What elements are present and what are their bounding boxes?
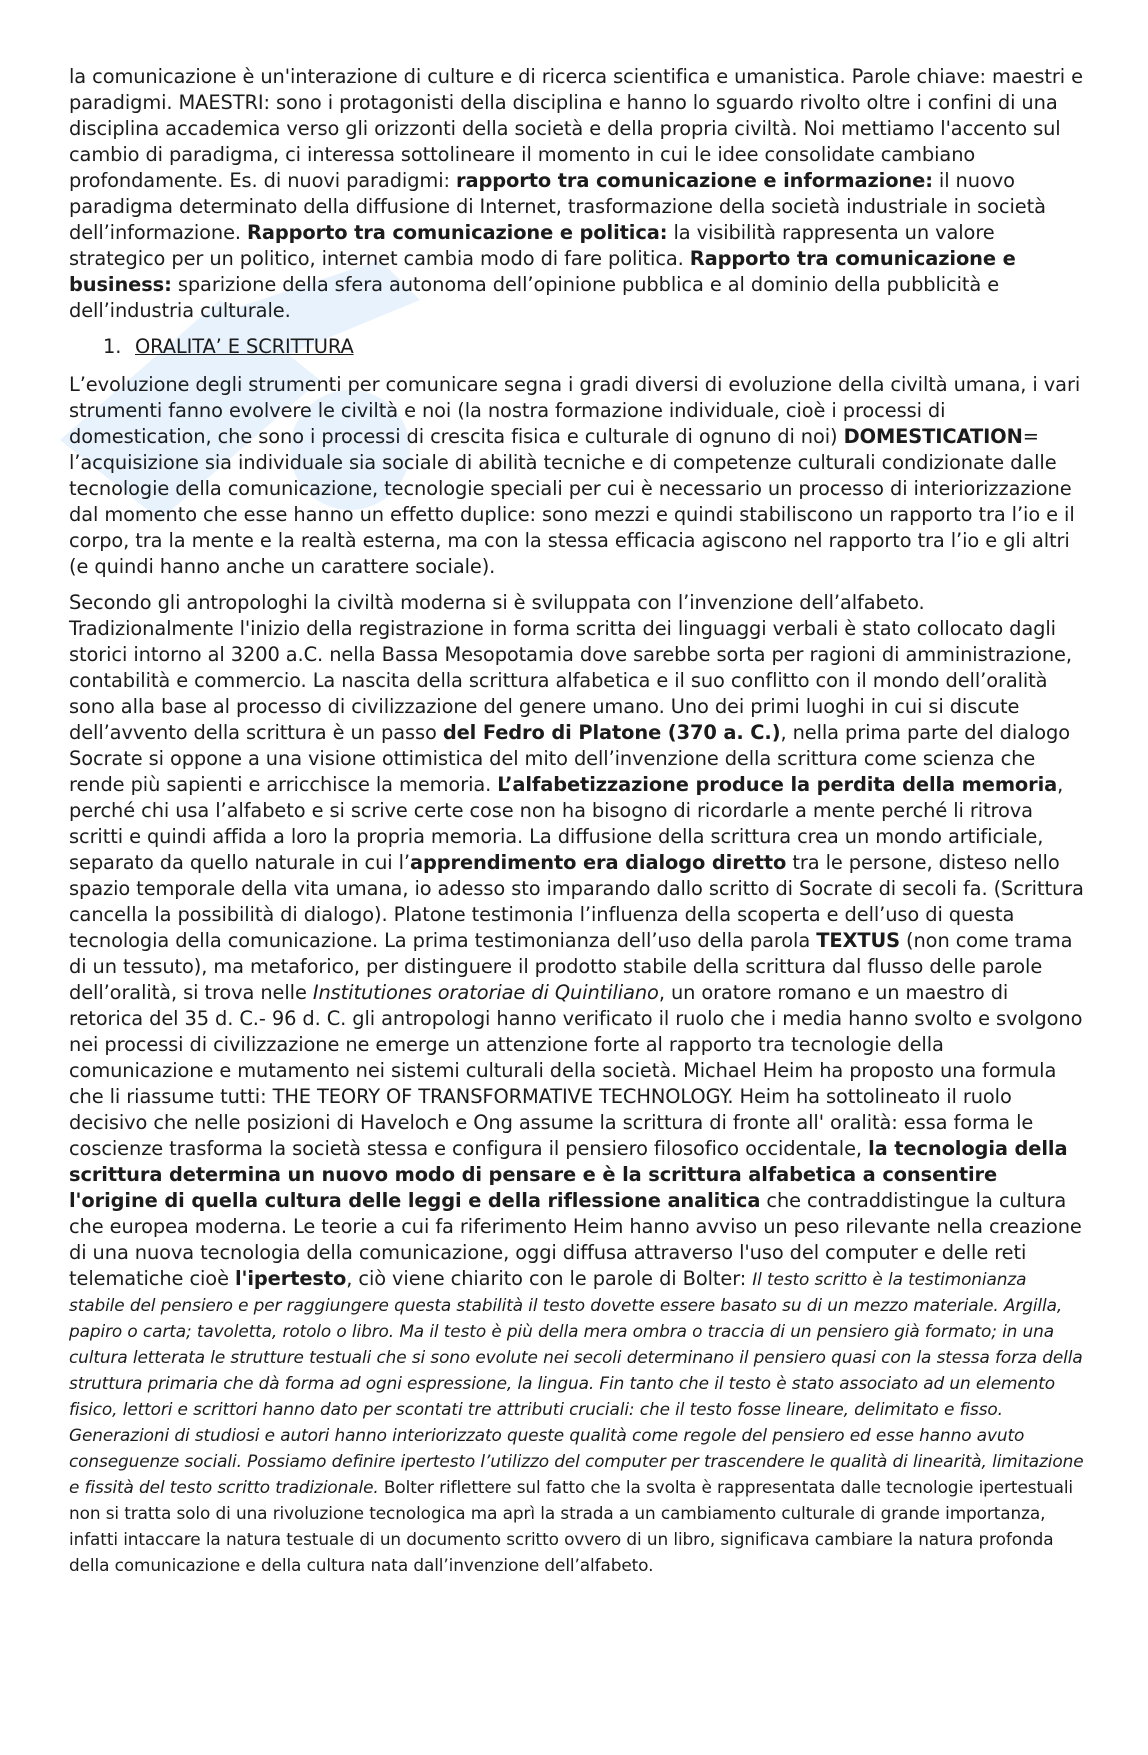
p1-text-2: = l’acquisizione sia individuale sia sociale di abilità tecniche e di competenze culturali condizionate dalle tecnologie della comunicazione, tecnologie speciali per cui è necessario un processo di interiorizzazione dal momento che esse hanno un effetto duplice: sono mezzi e quindi stabiliscono un rapporto tra l’io e il corpo, tra la mente e la realtà esterna, ma con la stessa efficacia agiscono nel rapporto tra l’io e gli altri (e quindi hanno anche un carattere sociale). xyxy=(69,425,1075,578)
p2-bold-2: L’alfabetizzazione produce la perdita della memoria xyxy=(497,773,1058,796)
intro-paragraph xyxy=(69,64,1084,324)
p2-text-9: Bolter riflettere sul fatto che la svolta è rappresentata dalle tecnologie ipertestuali non si tratta solo di una rivoluzione tecnologica ma aprì la strada a un cambiamento culturale di grande importanza, infatti intaccare la natura testuale di un documento scritto ovvero di un libro, significava cambiare la natura profonda della comunicazione e della cultura nata dall’invenzione dell’alfabeto. xyxy=(69,1477,1074,1575)
p2-text-1: Secondo gli antropologhi la civiltà moderna si è sviluppata con l’invenzione dell’alfabeto. Tradizionalmente l'inizio della registrazione in forma scritta dei linguaggi verbali è stato collocato dagli storici intorno al 3200 a.C. nella Bassa Mesopotamia dove sarebbe sorta per ragioni di amministrazione, contabilità e commercio. La nascita della scrittura alfabetica e il suo conflitto con il mondo dell’oralità sono alla base al processo di civilizzazione del genere umano. Uno dei primi luoghi in cui si discute dell’avvento della scrittura è un passo xyxy=(69,591,1072,744)
p2-text-2: , nella prima parte del dialogo Socrate si oppone a una visione ottimistica del mito dell’invenzione della scrittura come scienza che rende più sapienti e arricchisce la memoria. xyxy=(69,721,1070,796)
p1-text-1: L’evoluzione degli strumenti per comunicare segna i gradi diversi di evoluzione della civiltà umana, i vari strumenti fanno evolvere le civiltà e noi (la nostra formazione individuale, cioè i processi di domestication, che sono i processi di crescita fisica e culturale di ognuno di noi) xyxy=(69,373,1081,448)
p2-text-3: , perché chi usa l’alfabeto e si scrive certe cose non ha bisogno di ricordarle a mente perché li ritrova scritti e quindi affida a loro la propria memoria. La diffusione della scrittura crea un mondo artificiale, separato da quello naturale in cui l’ xyxy=(69,773,1064,874)
intro-text-1: la comunicazione è un'interazione di culture e di ricerca scientifica e umanistica. Parole chiave: maestri e paradigmi. MAESTRI: sono i protagonisti della disciplina e hanno lo sguardo rivolto oltre i confini di una disciplina accademica verso gli orizzonti della società e della propria civiltà. Noi mettiamo l'accento sul cambio di paradigma, ci interessa sottolineare il momento in cui le idee consolidate cambiano profondamente. Es. di nuovi paradigmi: xyxy=(69,65,1083,192)
intro-text-3: la visibilità rappresenta un valore strategico per un politico, internet cambia modo di fare politica. xyxy=(69,221,995,270)
p2-bold-5: la tecnologia della scrittura determina un nuovo modo di pensare e è la scrittura alfabetica a consentire l'origine di quella cultura delle leggi e della riflessione analitica xyxy=(69,1137,1068,1212)
document-page xyxy=(69,64,1084,1588)
p2-bold-6: l'ipertesto xyxy=(234,1267,347,1290)
p2-bold-1: del Fedro di Platone (370 a. C.) xyxy=(442,721,781,744)
p2-bold-4: TEXTUS xyxy=(816,929,900,952)
p2-italic-1: Institutiones oratoriae di Quintiliano xyxy=(312,981,659,1004)
p1-bold-1: DOMESTICATION xyxy=(843,425,1023,448)
paragraph-domestication xyxy=(69,372,1084,580)
p2-text-6: , un oratore romano e un maestro di retorica del 35 d. C.- 96 d. C. gli antropologi hanno verificato il ruolo che i media hanno svolto e svolgono nei processi di civilizzazione ne emerge un attenzione forte al rapporto tra tecnologie della comunicazione e mutamento nei sistemi culturali della società. Michael Heim ha proposto una formula che li riassume tutti: THE TEORY OF TRANSFORMATIVE TECHNOLOGY. Heim ha sottolineato il ruolo decisivo che nelle posizioni di Haveloch e Ong assume la scrittura di fronte all' oralità: essa forma le coscienze trasforma la società stessa e configura il pensiero filosofico occidentale, xyxy=(69,981,1083,1160)
section-heading xyxy=(69,334,1084,360)
intro-bold-3: Rapporto tra comunicazione e business: xyxy=(69,247,1016,296)
intro-text-2: il nuovo paradigma determinato della diffusione di Internet, trasformazione della società industriale in società dell’informazione. xyxy=(69,169,1046,244)
intro-bold-2: Rapporto tra comunicazione e politica: xyxy=(247,221,668,244)
section-number: 1. xyxy=(103,335,122,358)
bolter-quote: Il testo scritto è la testimonianza stabile del pensiero e per raggiungere questa stabilità il testo dovette essere basato su di un mezzo materiale. Argilla, papiro o carta; tavoletta, rotolo o libro. Ma il testo è più della mera ombra o traccia di un pensiero già formato; in una cultura letterata le strutture testuali che si sono evolute nei secoli determinano il pensiero quasi con la stessa forza della struttura primaria che dà forma ad ogni espressione, la lingua. Fin tanto che il testo è stato associato ad un elemento fisico, lettori e scrittori hanno dato per scontati tre attributi cruciali: che il testo fosse lineare, delimitato e fisso. Generazioni di studiosi e autori hanno interiorizzato queste qualità come regole del pensiero ed esse hanno avuto conseguenze sociali. Possiamo definire ipertesto l’utilizzo del computer per trascendere le qualità di linearità, limitazione e fissità del testo scritto tradizionale. xyxy=(69,1269,1084,1497)
paragraph-alfabeto xyxy=(69,590,1084,1578)
section-title: ORALITA’ E SCRITTURA xyxy=(135,335,354,358)
p2-bold-3: apprendimento era dialogo diretto xyxy=(410,851,787,874)
p2-text-8: , ciò viene chiarito con le parole di Bolter: xyxy=(346,1267,753,1290)
p2-text-7: che contraddistingue la cultura che europea moderna. Le teorie a cui fa riferimento Heim hanno avviso un peso rilevante nella creazione di una nuova tecnologia della comunicazione, oggi diffusa attraverso l'uso del computer e delle reti telematiche cioè xyxy=(69,1189,1082,1290)
intro-text-4: sparizione della sfera autonoma dell’opinione pubblica e al dominio della pubblicità e dell’industria culturale. xyxy=(69,273,1000,322)
p2-text-5: (non come trama di un tessuto), ma metaforico, per distinguere il prodotto stabile della scrittura dal flusso delle parole dell’oralità, si trova nelle xyxy=(69,929,1073,1004)
p2-text-4: tra le persone, disteso nello spazio temporale della vita umana, io adesso sto imparando dallo scritto di Socrate di secoli fa. (Scrittura cancella la possibilità di dialogo). Platone testimonia l’influenza della scoperta e dell’uso di questa tecnologia della comunicazione. La prima testimonianza dell’uso della parola xyxy=(69,851,1084,952)
intro-bold-1: rapporto tra comunicazione e informazione: xyxy=(456,169,933,192)
